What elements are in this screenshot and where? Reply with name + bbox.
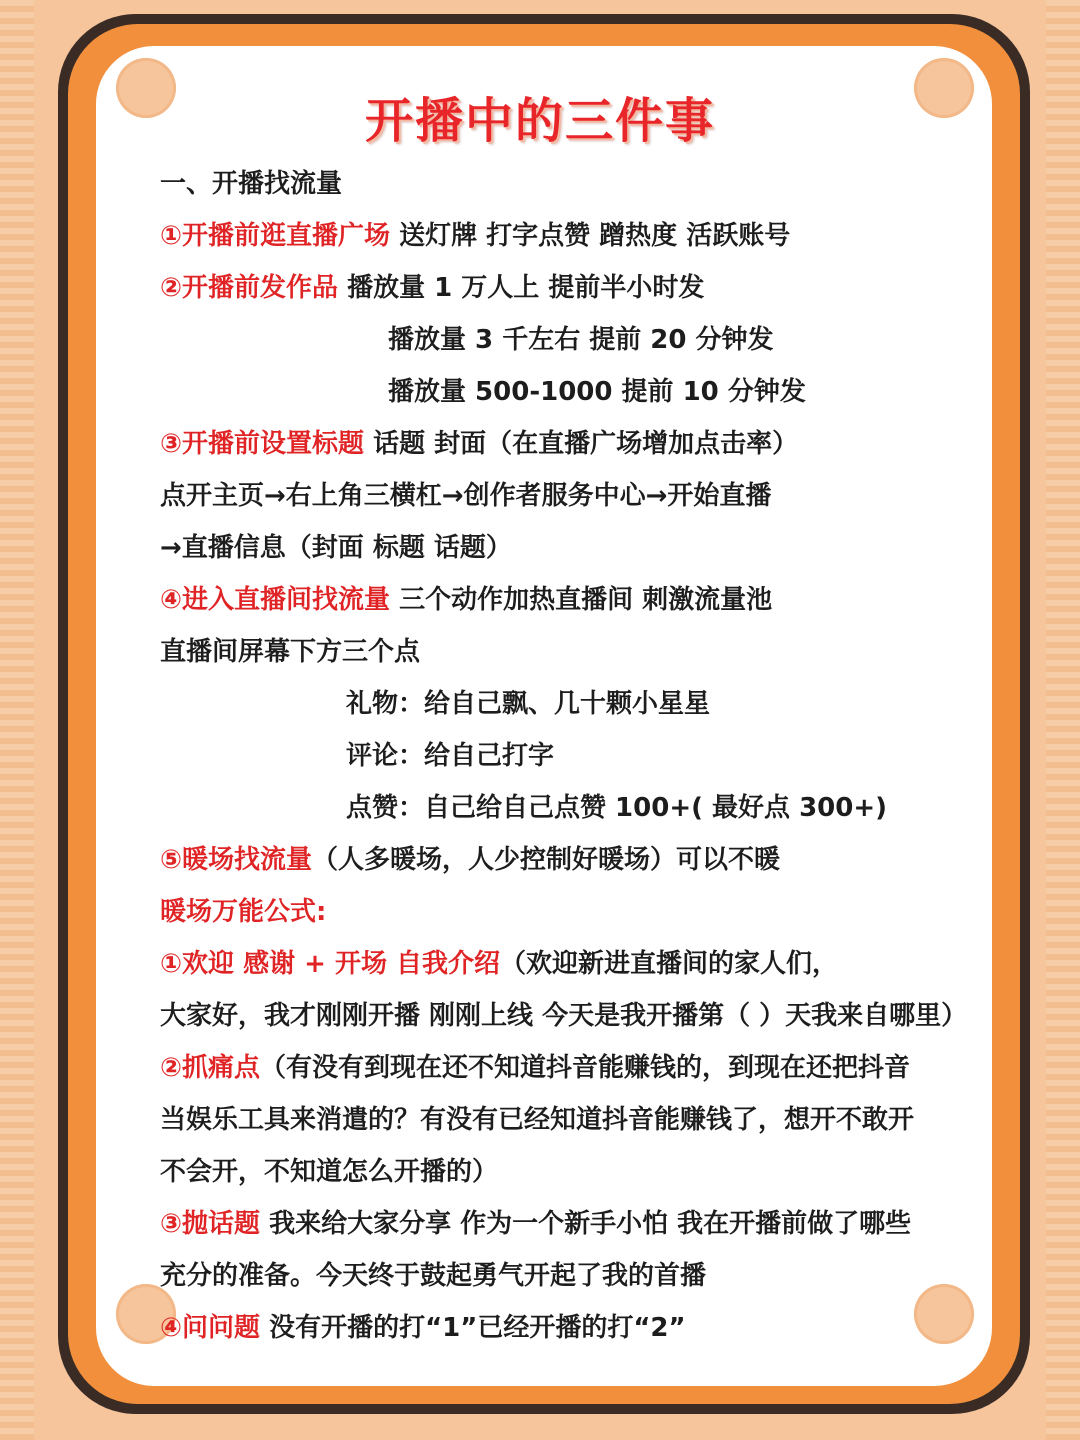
text-line: 充分的准备。今天终于鼓起勇气开起了我的首播 — [160, 1261, 707, 1291]
text-line: ④问问题 没有开播的打“1”已经开播的打“2” — [160, 1313, 686, 1343]
text-line: 当娱乐工具来消遣的？有没有已经知道抖音能赚钱了，想开不敢开 — [160, 1105, 915, 1135]
text-line: 点开主页→右上角三横杠→创作者服务中心→开始直播 — [160, 481, 772, 511]
page-title: 开播中的三件事 — [364, 93, 715, 149]
text-line: ①欢迎 感谢 + 开场 自我介绍（欢迎新进直播间的家人们， — [160, 949, 839, 979]
text-line: 直播间屏幕下方三个点 — [160, 637, 421, 667]
text-line: ⑤暖场找流量（人多暖场，人少控制好暖场）可以不暖 — [160, 845, 781, 875]
text-line: 礼物：给自己飘、几十颗小星星 — [346, 689, 711, 719]
text-line: 播放量 500-1000 提前 10 分钟发 — [388, 377, 806, 407]
text-line: 播放量 3 千左右 提前 20 分钟发 — [388, 325, 774, 355]
text-line: ①开播前逛直播广场 送灯牌 打字点赞 蹭热度 活跃账号 — [160, 221, 791, 251]
text-line: 评论：给自己打字 — [346, 741, 555, 771]
left-stripe-decoration — [0, 0, 34, 1440]
section-heading: 一、开播找流量 — [160, 169, 343, 199]
text-line: 暖场万能公式: — [160, 897, 327, 927]
text-line: ③开播前设置标题 话题 封面（在直播广场增加点击率） — [160, 429, 799, 459]
right-stripe-decoration — [1046, 0, 1080, 1440]
text-line: →直播信息（封面 标题 话题） — [160, 533, 512, 563]
text-line: ②开播前发作品 播放量 1 万人上 提前半小时发 — [160, 273, 705, 303]
text-line: 点赞：自己给自己点赞 100+( 最好点 300+) — [346, 793, 888, 823]
text-line: 大家好，我才刚刚开播 刚刚上线 今天是我开播第（ ）天我来自哪里） — [160, 1001, 968, 1031]
content-body — [160, 158, 1040, 1354]
text-line: ②抓痛点（有没有到现在还不知道抖音能赚钱的，到现在还把抖音 — [160, 1053, 911, 1083]
text-line: 不会开，不知道怎么开播的） — [160, 1157, 499, 1187]
text-line: ③抛话题 我来给大家分享 作为一个新手小怕 我在开播前做了哪些 — [160, 1209, 912, 1239]
text-line: ④进入直播间找流量 三个动作加热直播间 刺激流量池 — [160, 585, 773, 615]
